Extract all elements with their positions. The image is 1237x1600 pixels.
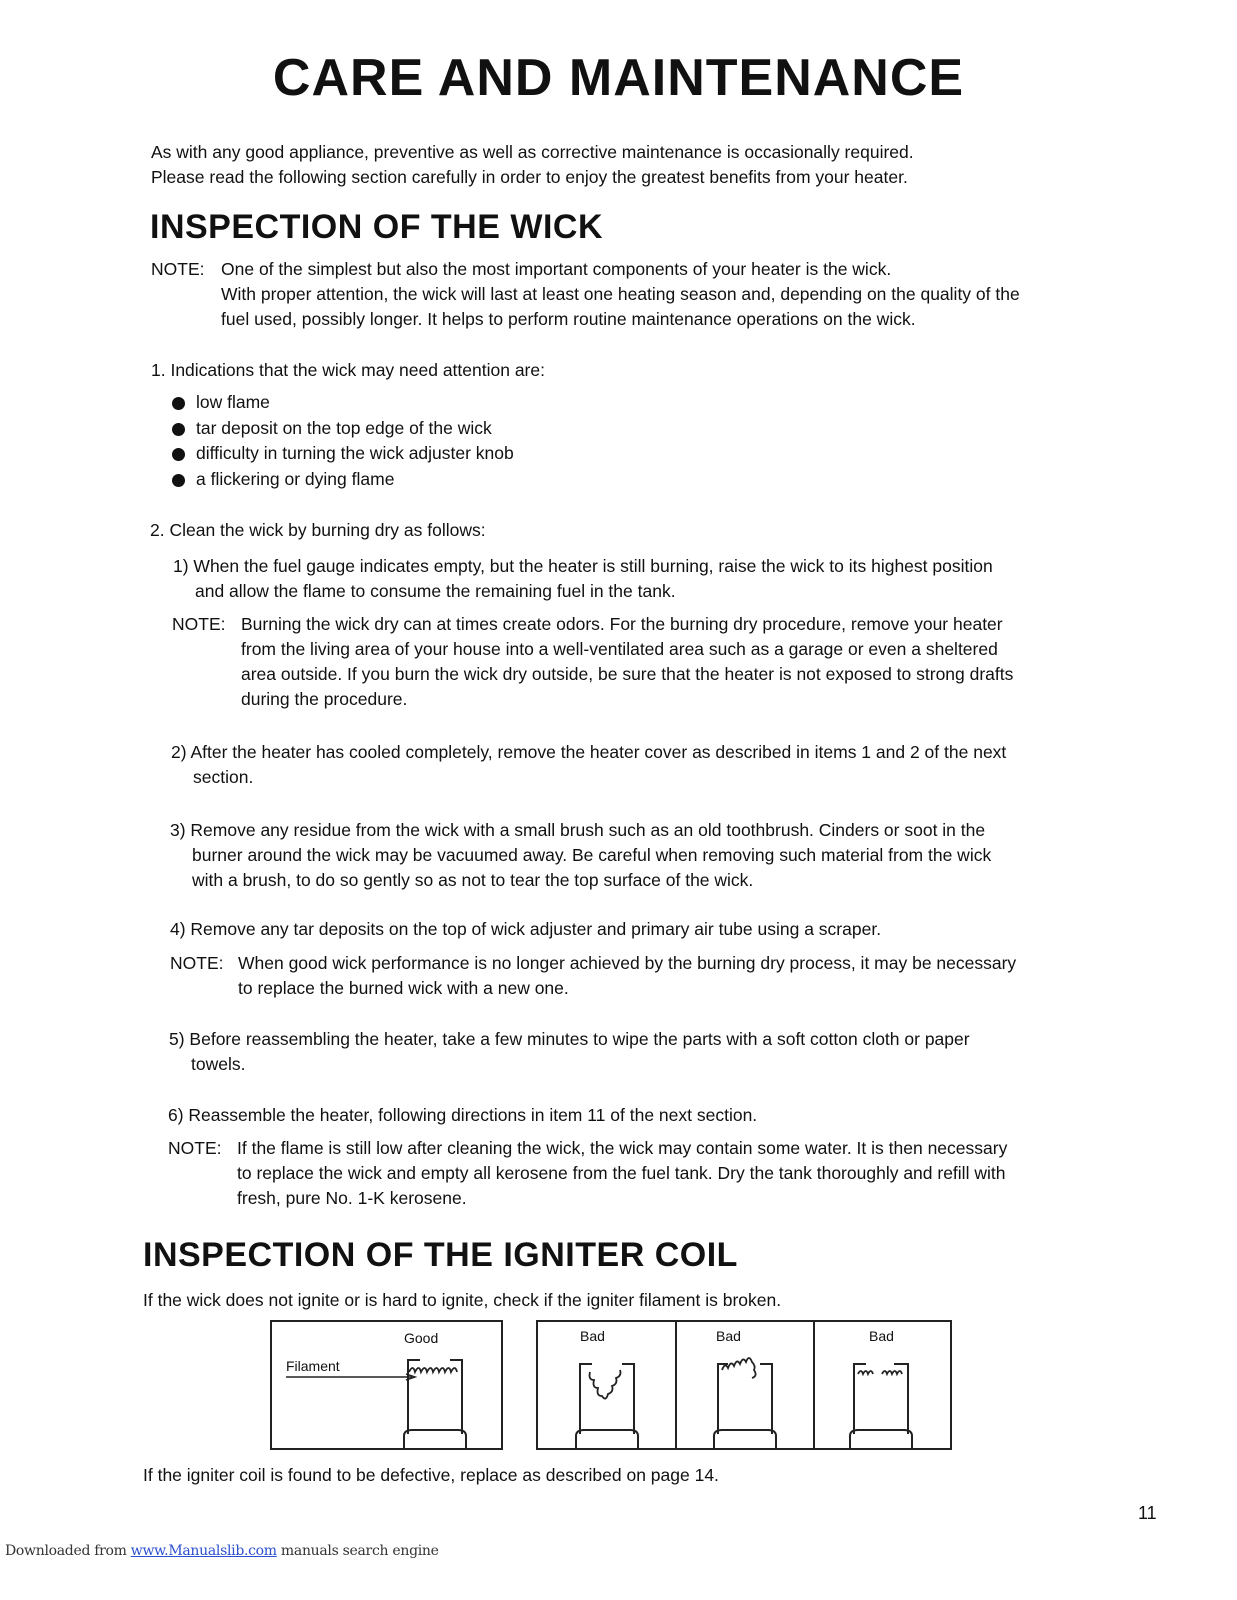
igniter-heading: INSPECTION OF THE IGNITER COIL bbox=[143, 1236, 738, 1274]
note-line: With proper attention, the wick will last at least one heating season and, depending on the quality of the bbox=[221, 284, 1020, 304]
download-footer bbox=[5, 1543, 439, 1559]
igniter-outro: If the igniter coil is found to be defective, replace as described on page 14. bbox=[143, 1465, 719, 1485]
page-title: CARE AND MAINTENANCE bbox=[272, 49, 965, 107]
good-coil-icon bbox=[272, 1322, 501, 1448]
intro-line: Please read the following section carefully in order to enjoy the greatest benefits from your heater. bbox=[151, 167, 908, 187]
tangled-coil-icon bbox=[714, 1358, 776, 1448]
manualslib-link[interactable]: www.Manualslib.com bbox=[130, 1543, 277, 1559]
note-line: fuel used, possibly longer. It helps to perform routine maintenance operations on the wick. bbox=[221, 309, 916, 329]
note-1: NOTE: Burning the wick dry can at times create odors. For the burning dry procedure, remove your heater from the living area of your house into a well-ventilated area such as a garage or even a sheltered area outside. If you burn the wick dry outside, be sure that the heater is not exposed to strong drafts during the procedure. bbox=[172, 612, 1013, 712]
note-label: NOTE: bbox=[151, 259, 205, 279]
intro-paragraph bbox=[151, 140, 914, 190]
bullet-icon bbox=[172, 423, 185, 436]
item-2: 2. Clean the wick by burning dry as follows: bbox=[150, 520, 486, 540]
bad-coil-figures bbox=[536, 1320, 952, 1450]
note-label: NOTE: bbox=[170, 953, 224, 973]
intro-line: As with any good appliance, preventive as well as corrective maintenance is occasionally required. bbox=[151, 142, 914, 162]
list-item: low flame bbox=[172, 390, 514, 416]
step-3: 3) Remove any residue from the wick with a small brush such as an old toothbrush. Cinders or soot in the burner around the wick may be vacuumed away. Be careful when removing such material from the wick with a brush, to do so gently so as not to tear the top surface of the wick. bbox=[170, 820, 992, 890]
filament-label: Filament bbox=[286, 1358, 340, 1374]
note-3: NOTE: If the flame is still low after cleaning the wick, the wick may contain some water. It is then necessary to replace the wick and empty all kerosene from the fuel tank. Dry the tank thoroughly and refill with fresh, pure No. 1-K kerosene. bbox=[168, 1136, 1007, 1211]
note-label: NOTE: bbox=[172, 614, 226, 634]
footer-prefix: Downloaded from bbox=[5, 1543, 131, 1559]
bullet-icon bbox=[172, 474, 185, 487]
page-number: 11 bbox=[1138, 1503, 1157, 1523]
bad-coil-icons bbox=[538, 1322, 950, 1448]
good-coil-figure bbox=[270, 1320, 503, 1450]
step-1: 1) When the fuel gauge indicates empty, but the heater is still burning, raise the wick to its highest position and allow the flame to consume the remaining fuel in the tank. bbox=[173, 556, 993, 601]
note-line: One of the simplest but also the most important components of your heater is the wick. bbox=[221, 259, 892, 279]
bad-label: Bad bbox=[580, 1328, 605, 1344]
sagging-coil-icon bbox=[576, 1364, 638, 1448]
footer-suffix: manuals search engine bbox=[276, 1543, 439, 1559]
bullet-icon bbox=[172, 397, 185, 410]
note-2: NOTE: When good wick performance is no longer achieved by the burning dry process, it may be necessary to replace the burned wick with a new one. bbox=[170, 951, 1016, 1001]
wick-heading: INSPECTION OF THE WICK bbox=[150, 208, 603, 246]
indication-list bbox=[172, 390, 514, 492]
bullet-icon bbox=[172, 448, 185, 461]
bad-label: Bad bbox=[716, 1328, 741, 1344]
list-item: difficulty in turning the wick adjuster knob bbox=[172, 441, 514, 467]
broken-coil-icon bbox=[850, 1364, 912, 1448]
step-5: 5) Before reassembling the heater, take a few minutes to wipe the parts with a soft cotton cloth or paper towels. bbox=[169, 1029, 970, 1074]
step-4: 4) Remove any tar deposits on the top of wick adjuster and primary air tube using a scraper. bbox=[170, 919, 882, 939]
note-label: NOTE: bbox=[168, 1138, 222, 1158]
wick-note bbox=[151, 257, 1020, 332]
bad-label: Bad bbox=[869, 1328, 894, 1344]
good-label: Good bbox=[404, 1330, 439, 1346]
list-item: tar deposit on the top edge of the wick bbox=[172, 416, 514, 442]
step-2: 2) After the heater has cooled completely, remove the heater cover as described in items 1 and 2 of the next section. bbox=[171, 742, 1007, 787]
list-item: a flickering or dying flame bbox=[172, 467, 514, 493]
item-1: 1. Indications that the wick may need attention are: bbox=[151, 360, 545, 380]
step-6: 6) Reassemble the heater, following directions in item 11 of the next section. bbox=[168, 1105, 758, 1125]
igniter-intro: If the wick does not ignite or is hard to ignite, check if the igniter filament is broken. bbox=[143, 1290, 782, 1310]
